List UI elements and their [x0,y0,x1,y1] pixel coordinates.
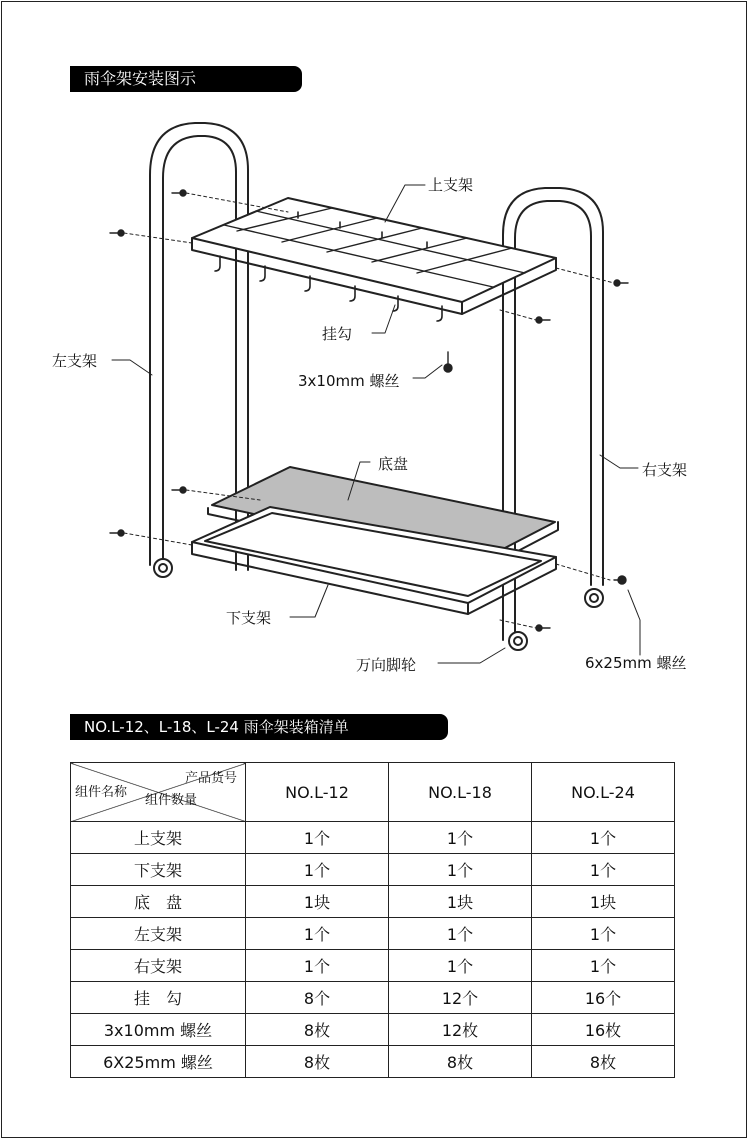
callout-screw-small: 3x10mm 螺丝 [298,372,400,390]
component-name: 底 盘 [71,886,246,918]
quantity-cell: 1个 [532,854,675,886]
model-header: NO.L-24 [532,763,675,822]
quantity-cell: 1个 [246,918,389,950]
model-header: NO.L-18 [389,763,532,822]
quantity-cell: 1个 [389,950,532,982]
quantity-cell: 1个 [532,950,675,982]
callout-right-frame: 右支架 [642,461,688,479]
corner-product-no: 产品货号 [184,771,237,786]
table-row [71,854,675,886]
component-name: 挂 勾 [71,982,246,1014]
callout-lower-frame: 下支架 [226,609,272,627]
table-header-row [71,763,675,822]
quantity-cell: 1个 [389,822,532,854]
callout-tray: 底盘 [378,455,409,473]
quantity-cell: 1个 [246,822,389,854]
table-row [71,918,675,950]
quantity-cell: 1块 [389,886,532,918]
corner-component: 组件名称 [75,785,128,800]
quantity-cell: 1个 [246,854,389,886]
callout-caster: 万向脚轮 [356,656,417,674]
component-name: 3x10mm 螺丝 [71,1014,246,1046]
corner-header-cell [71,763,246,822]
quantity-cell: 8枚 [246,1014,389,1046]
table-row [71,822,675,854]
component-name: 上支架 [71,822,246,854]
quantity-cell: 12枚 [389,1014,532,1046]
component-name: 右支架 [71,950,246,982]
quantity-cell: 16枚 [532,1014,675,1046]
upper-frame-part [192,198,556,314]
table-row [71,1014,675,1046]
table-row [71,1046,675,1078]
packing-list-table [70,762,675,1078]
callout-hook: 挂勾 [322,325,353,343]
quantity-cell: 16个 [532,982,675,1014]
quantity-cell: 1个 [246,950,389,982]
callout-left-frame: 左支架 [52,352,98,370]
component-name: 左支架 [71,918,246,950]
callout-upper-frame: 上支架 [428,176,474,194]
quantity-cell: 1个 [532,822,675,854]
callout-screw-large: 6x25mm 螺丝 [585,654,687,672]
quantity-cell: 1个 [532,918,675,950]
table-row [71,950,675,982]
corner-quantity: 组件数量 [145,793,198,808]
table-row [71,982,675,1014]
component-name: 下支架 [71,854,246,886]
model-header: NO.L-12 [246,763,389,822]
quantity-cell: 8枚 [532,1046,675,1078]
quantity-cell: 1个 [389,918,532,950]
quantity-cell: 8枚 [389,1046,532,1078]
quantity-cell: 1块 [246,886,389,918]
quantity-cell: 1块 [532,886,675,918]
component-name: 6X25mm 螺丝 [71,1046,246,1078]
quantity-cell: 8个 [246,982,389,1014]
quantity-cell: 1个 [389,854,532,886]
packing-list-title: NO.L-12、L-18、L-24 雨伞架装箱清单 [70,714,448,740]
table-row [71,886,675,918]
install-diagram-title: 雨伞架安装图示 [70,66,302,92]
quantity-cell: 12个 [389,982,532,1014]
quantity-cell: 8枚 [246,1046,389,1078]
